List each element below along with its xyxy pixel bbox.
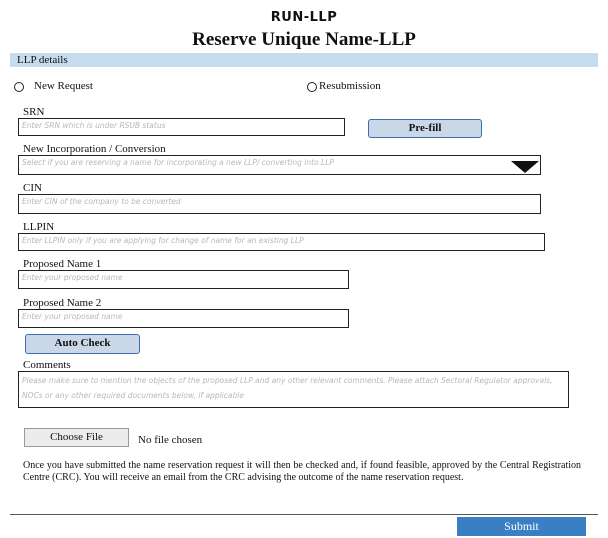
- radio-resubmission-label: Resubmission: [319, 80, 381, 92]
- cin-input[interactable]: Enter CIN of the company to be converted: [18, 194, 541, 214]
- cin-label: CIN: [23, 182, 42, 194]
- proposed-name-1-input[interactable]: Enter your proposed name: [18, 270, 349, 289]
- app-logo: RUN-LLP: [270, 10, 338, 25]
- page-title: Reserve Unique Name-LLP: [192, 29, 416, 50]
- prefill-button[interactable]: Pre-fill: [368, 119, 482, 138]
- srn-label: SRN: [23, 106, 45, 118]
- section-header-llp-details: LLP details: [10, 53, 598, 67]
- proposed-name-2-input[interactable]: Enter your proposed name: [18, 309, 349, 328]
- proposed-name-2-label: Proposed Name 2: [23, 297, 102, 309]
- chevron-down-icon[interactable]: [511, 161, 539, 173]
- radio-new-request-label: New Request: [34, 80, 93, 92]
- file-status: No file chosen: [138, 434, 203, 446]
- choose-file-button[interactable]: Choose File: [24, 428, 129, 447]
- auto-check-button[interactable]: Auto Check: [25, 334, 140, 354]
- conversion-label: New Incorporation / Conversion: [23, 143, 166, 155]
- comments-label: Comments: [23, 359, 71, 371]
- srn-input[interactable]: Enter SRN which is under RSUB status: [18, 118, 345, 136]
- info-paragraph: Once you have submitted the name reservation request it will then be checked and, if found feasible, approved by the Central Registration Centre (CRC). You will receive an email from the CRC advising the outcome of the name reservation request.: [23, 460, 581, 483]
- radio-new-request[interactable]: [14, 82, 24, 92]
- submit-button[interactable]: Submit: [457, 517, 586, 536]
- conversion-select[interactable]: Select if you are reserving a name for incorporating a new LLP/ converting into LLP: [18, 155, 541, 175]
- radio-resubmission[interactable]: [307, 82, 317, 92]
- comments-textarea[interactable]: Please make sure to mention the objects of the proposed LLP and any other relevant comments. Please attach Sectoral Regulator approvals, NOCs or any other required documents below, if applicable: [18, 371, 569, 408]
- llpin-label: LLPIN: [23, 221, 55, 233]
- proposed-name-1-label: Proposed Name 1: [23, 258, 102, 270]
- bottom-divider: [10, 514, 598, 515]
- llpin-input[interactable]: Enter LLPIN only if you are applying for change of name for an existing LLP: [18, 233, 545, 251]
